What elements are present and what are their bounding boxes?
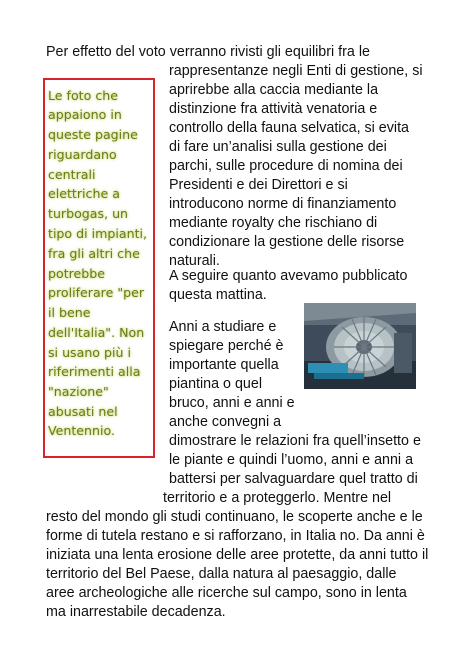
article-line: introducono norme di finanziamento xyxy=(169,196,397,212)
article-line: resto del mondo gli studi continuano, le scoperte anche e le xyxy=(46,509,423,525)
sidebar-line: "nazione" xyxy=(48,384,109,399)
article-line: spiegare perché è xyxy=(169,338,284,354)
sidebar-line: Ventennio. xyxy=(48,423,116,438)
sidebar-line: potrebbe xyxy=(48,266,106,281)
sidebar-line: elettriche a xyxy=(48,186,120,201)
article-line: piantina o quel xyxy=(169,376,263,392)
sidebar-line: riferimenti alla xyxy=(48,364,141,379)
article-line: parchi, sulle procedure di nomina dei xyxy=(169,158,403,174)
article-line: anche convegni a xyxy=(169,414,282,430)
article-line: aree archeologiche alle ricerche sul campo, sono in lenta xyxy=(46,585,407,601)
turbine-hall-photo xyxy=(304,303,416,389)
sidebar-line: appaiono in xyxy=(48,107,122,122)
sidebar-line: si usano più i xyxy=(48,345,131,360)
sidebar-line: queste pagine xyxy=(48,127,138,142)
article-line: le piante e quindi l’uomo, anni e anni a xyxy=(169,452,414,468)
article-line: mediante royalty che rischiano di xyxy=(169,215,378,231)
article-line: forme di tutela restano e si rafforzano, in Italia no. Da anni è xyxy=(46,528,425,544)
article-line: Presidenti e dei Direttori e si xyxy=(169,177,348,193)
sidebar-line: proliferare "per xyxy=(48,285,145,300)
article-line: ma inarrestabile decadenza. xyxy=(46,604,226,620)
turbine-icon xyxy=(304,303,416,389)
article-line: controllo della fauna selvatica, si evita xyxy=(169,120,410,136)
article-line: iniziata una lenta erosione delle aree protette, da anni tutto il xyxy=(46,547,429,563)
article-line: naturali. xyxy=(169,253,220,269)
article-line: battersi per salvaguardare quel tratto di xyxy=(169,471,418,487)
article-line: bruco, anni e anni e xyxy=(169,395,295,411)
sidebar-line: tipo di impianti, xyxy=(48,226,148,241)
sidebar-line: il bene xyxy=(48,305,91,320)
article-line: importante quella xyxy=(169,357,279,373)
sidebar-line: fra gli altri che xyxy=(48,246,140,261)
article-line: di fare un’analisi sulla gestione dei xyxy=(169,139,387,155)
article-line: rappresentanze negli Enti di gestione, si xyxy=(169,63,423,79)
sidebar-line: turbogas, un xyxy=(48,206,129,221)
article-line: A seguire quanto avevamo pubblicato xyxy=(169,268,408,284)
article-line: dimostrare le relazioni fra quell’insetto e xyxy=(169,433,421,449)
article-line: aprirebbe alla caccia mediante la xyxy=(169,82,379,98)
article-line: territorio del Bel Paese, dalla natura al paesaggio, dalle xyxy=(46,566,397,582)
sidebar-line: abusati nel xyxy=(48,404,118,419)
sidebar-line: dell'Italia". Non xyxy=(48,325,145,340)
article-line: Anni a studiare e xyxy=(169,319,277,335)
sidebar-line: riguardano xyxy=(48,147,117,162)
article-line: territorio e a proteggerlo. Mentre nel xyxy=(163,490,392,506)
article-line: condizionare la gestione delle risorse xyxy=(169,234,405,250)
article-line: Per effetto del voto verranno rivisti gli equilibri fra le xyxy=(46,44,370,60)
sidebar-line: Le foto che xyxy=(48,88,118,103)
article-line: questa mattina. xyxy=(169,287,267,303)
sidebar-line: centrali xyxy=(48,167,96,182)
article-line: distinzione fra attività venatoria e xyxy=(169,101,378,117)
